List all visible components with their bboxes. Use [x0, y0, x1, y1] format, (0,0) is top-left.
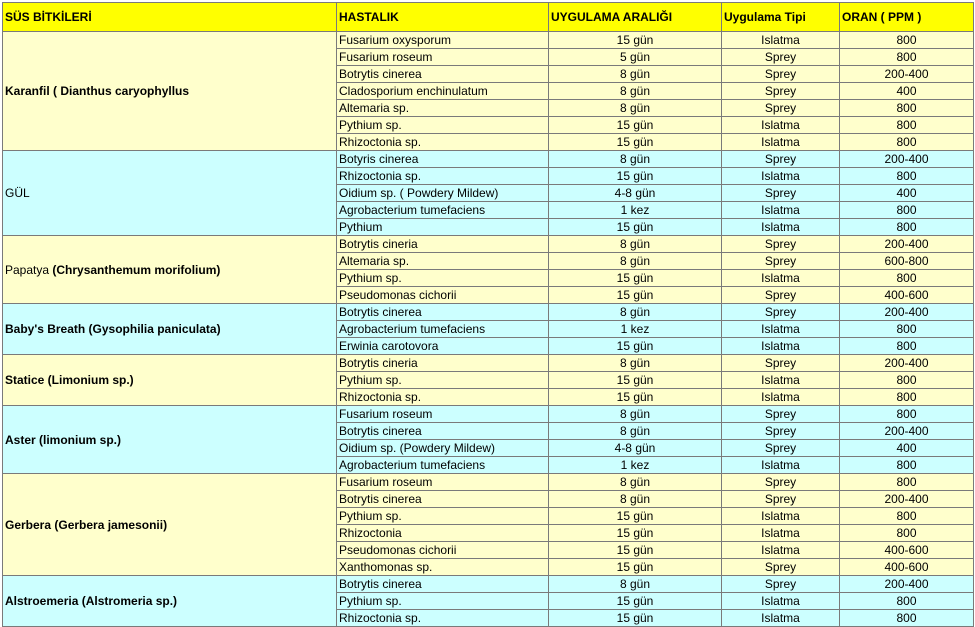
interval-cell: 8 gün [549, 491, 722, 508]
disease-table [2, 2, 974, 627]
disease-cell: Altemaria sp. [337, 253, 549, 270]
disease-cell: Botrytis cinerea [337, 423, 549, 440]
application-type-cell: Sprey [722, 83, 840, 100]
disease-cell: Pythium sp. [337, 508, 549, 525]
application-type-cell: Sprey [722, 423, 840, 440]
application-type-cell: Islatma [722, 32, 840, 49]
header-disease: HASTALIK [337, 3, 549, 32]
interval-cell: 8 gün [549, 355, 722, 372]
rate-cell: 800 [840, 270, 974, 287]
plant-name: Alstroemeria (Alstromeria sp.) [5, 594, 178, 608]
disease-cell: Pseudomonas cichorii [337, 542, 549, 559]
rate-cell: 800 [840, 49, 974, 66]
interval-cell: 15 gün [549, 168, 722, 185]
application-type-cell: Islatma [722, 321, 840, 338]
plant-name: Karanfil ( Dianthus caryophyllus [5, 84, 190, 98]
application-type-cell: Islatma [722, 219, 840, 236]
application-type-cell: Sprey [722, 66, 840, 83]
application-type-cell: Islatma [722, 525, 840, 542]
application-type-cell: Sprey [722, 185, 840, 202]
disease-cell: Oidium sp. ( Powdery Mildew) [337, 185, 549, 202]
rate-cell: 800 [840, 32, 974, 49]
interval-cell: 8 gün [549, 576, 722, 593]
interval-cell: 8 gün [549, 151, 722, 168]
application-type-cell: Sprey [722, 100, 840, 117]
application-type-cell: Sprey [722, 559, 840, 576]
rate-cell: 800 [840, 134, 974, 151]
application-type-cell: Sprey [722, 576, 840, 593]
interval-cell: 15 gün [549, 559, 722, 576]
interval-cell: 15 gün [549, 219, 722, 236]
disease-cell: Pythium sp. [337, 270, 549, 287]
disease-cell: Fusarium roseum [337, 406, 549, 423]
plant-name-cell [3, 304, 337, 355]
rate-cell: 200-400 [840, 355, 974, 372]
application-type-cell: Sprey [722, 406, 840, 423]
rate-cell: 800 [840, 593, 974, 610]
application-type-cell: Islatma [722, 457, 840, 474]
interval-cell: 15 gün [549, 389, 722, 406]
disease-cell: Botrytis cinerea [337, 576, 549, 593]
table-row [3, 32, 974, 49]
disease-cell: Fusarium roseum [337, 474, 549, 491]
disease-cell: Rhizoctonia sp. [337, 168, 549, 185]
rate-cell: 800 [840, 406, 974, 423]
disease-cell: Pythium sp. [337, 117, 549, 134]
rate-cell: 200-400 [840, 151, 974, 168]
table-row [3, 236, 974, 253]
rate-cell: 800 [840, 508, 974, 525]
rate-cell: 400-600 [840, 287, 974, 304]
plant-name-cell [3, 32, 337, 151]
disease-cell: Botyris cinerea [337, 151, 549, 168]
rate-cell: 400-600 [840, 559, 974, 576]
interval-cell: 15 gün [549, 610, 722, 627]
table-body [3, 32, 974, 627]
disease-cell: Botrytis cinerea [337, 66, 549, 83]
rate-cell: 400 [840, 83, 974, 100]
plant-latin-name: (Chrysanthemum morifolium) [52, 262, 221, 277]
table-row [3, 474, 974, 491]
rate-cell: 600-800 [840, 253, 974, 270]
application-type-cell: Sprey [722, 236, 840, 253]
interval-cell: 8 gün [549, 66, 722, 83]
header-rate: ORAN ( PPM ) [840, 3, 974, 32]
interval-cell: 15 gün [549, 542, 722, 559]
rate-cell: 800 [840, 219, 974, 236]
application-type-cell: Islatma [722, 542, 840, 559]
interval-cell: 15 gün [549, 117, 722, 134]
rate-cell: 800 [840, 474, 974, 491]
interval-cell: 15 gün [549, 134, 722, 151]
interval-cell: 8 gün [549, 100, 722, 117]
interval-cell: 5 gün [549, 49, 722, 66]
plant-name-cell [3, 406, 337, 474]
application-type-cell: Islatma [722, 593, 840, 610]
application-type-cell: Islatma [722, 134, 840, 151]
rate-cell: 800 [840, 389, 974, 406]
application-type-cell: Islatma [722, 372, 840, 389]
rate-cell: 800 [840, 338, 974, 355]
disease-cell: Agrobacterium tumefaciens [337, 202, 549, 219]
application-type-cell: Sprey [722, 440, 840, 457]
interval-cell: 15 gün [549, 270, 722, 287]
interval-cell: 8 gün [549, 83, 722, 100]
interval-cell: 8 gün [549, 474, 722, 491]
disease-cell: Agrobacterium tumefaciens [337, 457, 549, 474]
header-application-type: Uygulama Tipi [722, 3, 840, 32]
plant-name: GÜL [5, 186, 30, 200]
rate-cell: 200-400 [840, 491, 974, 508]
interval-cell: 15 gün [549, 372, 722, 389]
disease-cell: Botrytis cinerea [337, 491, 549, 508]
application-type-cell: Islatma [722, 270, 840, 287]
application-type-cell: Islatma [722, 338, 840, 355]
rate-cell: 200-400 [840, 304, 974, 321]
interval-cell: 8 gün [549, 423, 722, 440]
plant-name: Baby's Breath (Gysophilia paniculata) [5, 322, 221, 336]
rate-cell: 400-600 [840, 542, 974, 559]
rate-cell: 800 [840, 202, 974, 219]
disease-cell: Agrobacterium tumefaciens [337, 321, 549, 338]
rate-cell: 400 [840, 185, 974, 202]
rate-cell: 400 [840, 440, 974, 457]
rate-cell: 200-400 [840, 423, 974, 440]
table-row [3, 576, 974, 593]
plant-name-cell [3, 576, 337, 627]
disease-cell: Botrytis cinerea [337, 304, 549, 321]
rate-cell: 800 [840, 525, 974, 542]
interval-cell: 15 gün [549, 508, 722, 525]
disease-cell: Botrytis cineria [337, 236, 549, 253]
plant-name: Statice (Limonium sp.) [5, 373, 134, 387]
application-type-cell: Sprey [722, 474, 840, 491]
header-row [3, 3, 974, 32]
disease-cell: Altemaria sp. [337, 100, 549, 117]
interval-cell: 4-8 gün [549, 185, 722, 202]
interval-cell: 15 gün [549, 287, 722, 304]
application-type-cell: Islatma [722, 202, 840, 219]
interval-cell: 1 kez [549, 202, 722, 219]
disease-cell: Fusarium roseum [337, 49, 549, 66]
application-type-cell: Islatma [722, 168, 840, 185]
plant-name-cell [3, 151, 337, 236]
rate-cell: 800 [840, 100, 974, 117]
table-row [3, 406, 974, 423]
disease-cell: Botrytis cineria [337, 355, 549, 372]
interval-cell: 15 gün [549, 593, 722, 610]
rate-cell: 800 [840, 117, 974, 134]
application-type-cell: Sprey [722, 355, 840, 372]
disease-cell: Xanthomonas sp. [337, 559, 549, 576]
plant-name: Papatya [5, 262, 53, 277]
interval-cell: 8 gün [549, 253, 722, 270]
interval-cell: 1 kez [549, 321, 722, 338]
disease-cell: Rhizoctonia sp. [337, 134, 549, 151]
interval-cell: 8 gün [549, 406, 722, 423]
rate-cell: 800 [840, 610, 974, 627]
interval-cell: 4-8 gün [549, 440, 722, 457]
plant-name-cell [3, 236, 337, 304]
disease-cell: Pythium [337, 219, 549, 236]
plant-name: Aster (limonium sp.) [5, 432, 122, 447]
interval-cell: 15 gün [549, 525, 722, 542]
application-type-cell: Islatma [722, 610, 840, 627]
application-type-cell: Sprey [722, 253, 840, 270]
application-type-cell: Sprey [722, 491, 840, 508]
application-type-cell: Sprey [722, 304, 840, 321]
interval-cell: 15 gün [549, 32, 722, 49]
rate-cell: 800 [840, 457, 974, 474]
table-row [3, 304, 974, 321]
disease-cell: Fusarium oxysporum [337, 32, 549, 49]
table-row [3, 355, 974, 372]
disease-cell: Pythium sp. [337, 593, 549, 610]
disease-cell: Pseudomonas cichorii [337, 287, 549, 304]
disease-cell: Rhizoctonia sp. [337, 610, 549, 627]
disease-cell: Pythium sp. [337, 372, 549, 389]
rate-cell: 200-400 [840, 66, 974, 83]
rate-cell: 800 [840, 372, 974, 389]
application-type-cell: Sprey [722, 49, 840, 66]
header-interval: UYGULAMA ARALIĞI [549, 3, 722, 32]
plant-name: Gerbera (Gerbera jamesonii) [5, 517, 168, 532]
disease-cell: Oidium sp. (Powdery Mildew) [337, 440, 549, 457]
application-type-cell: Islatma [722, 508, 840, 525]
table-row [3, 151, 974, 168]
rate-cell: 800 [840, 321, 974, 338]
disease-cell: Rhizoctonia sp. [337, 389, 549, 406]
application-type-cell: Islatma [722, 389, 840, 406]
rate-cell: 200-400 [840, 576, 974, 593]
rate-cell: 800 [840, 168, 974, 185]
disease-cell: Cladosporium enchinulatum [337, 83, 549, 100]
header-plants: SÜS BİTKİLERİ [3, 3, 337, 32]
plant-name-cell [3, 474, 337, 576]
interval-cell: 8 gün [549, 236, 722, 253]
application-type-cell: Sprey [722, 287, 840, 304]
plant-name-cell [3, 355, 337, 406]
disease-cell: Erwinia carotovora [337, 338, 549, 355]
interval-cell: 1 kez [549, 457, 722, 474]
disease-cell: Rhizoctonia [337, 525, 549, 542]
rate-cell: 200-400 [840, 236, 974, 253]
application-type-cell: Islatma [722, 117, 840, 134]
interval-cell: 15 gün [549, 338, 722, 355]
application-type-cell: Sprey [722, 151, 840, 168]
interval-cell: 8 gün [549, 304, 722, 321]
